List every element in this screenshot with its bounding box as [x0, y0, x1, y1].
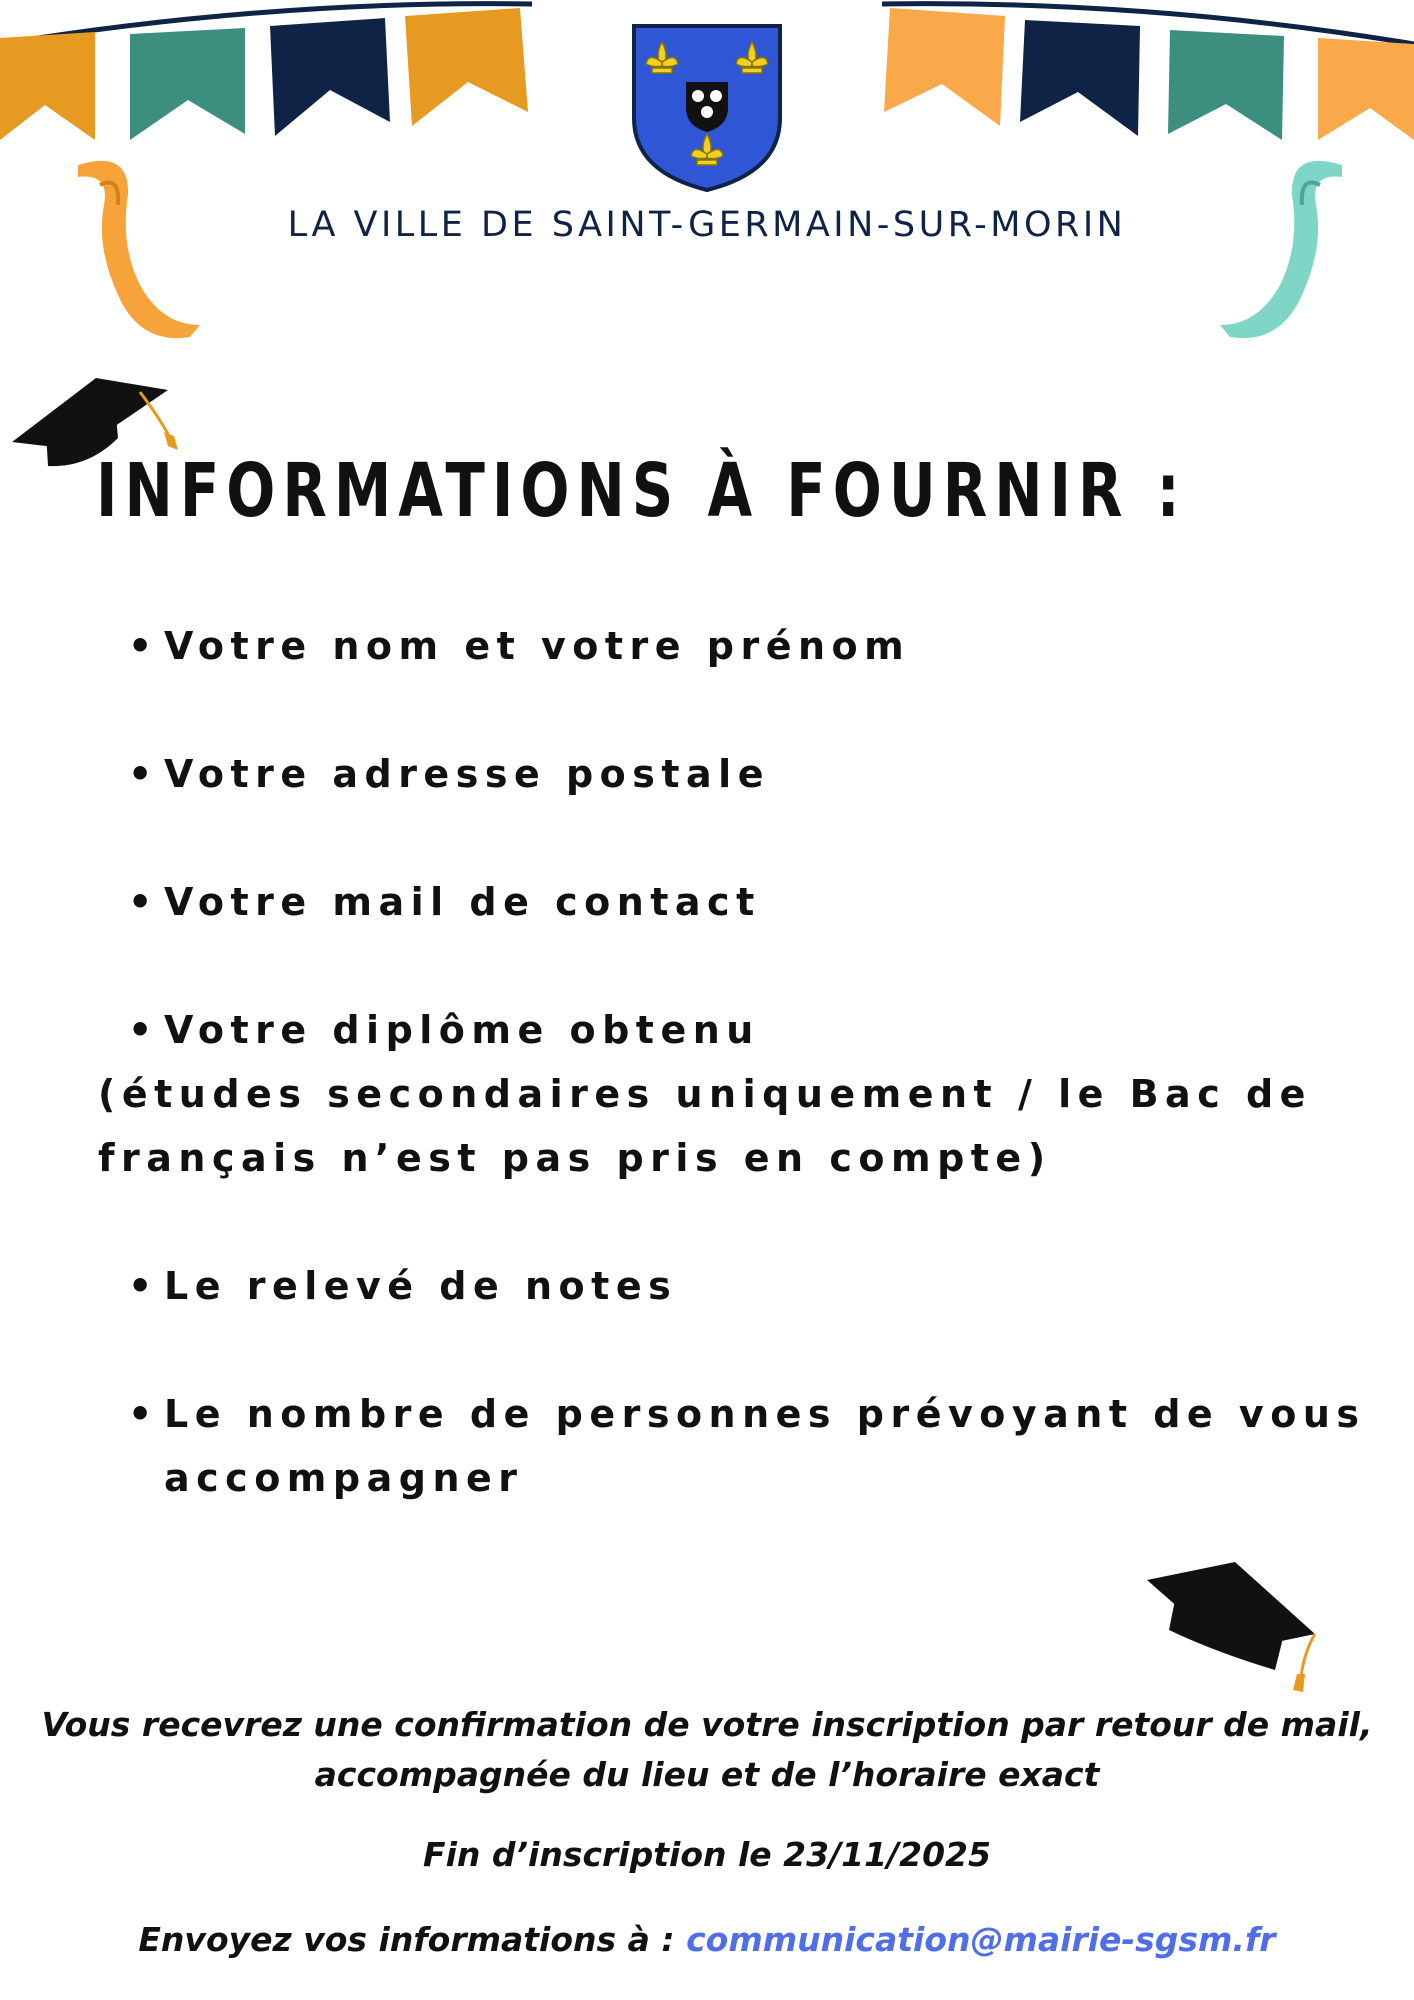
send-line [0, 1915, 1414, 1965]
bullet: • [128, 880, 159, 924]
bullet: • [128, 1392, 159, 1436]
list-item [128, 742, 770, 806]
list-item [128, 614, 910, 678]
bunting-right-decoration [880, 0, 1414, 150]
confirmation-text: accompagnée du lieu et de l’horaire exact [314, 1755, 1100, 1794]
bullet: • [128, 624, 159, 668]
ribbon-left-decoration [70, 155, 210, 345]
town-name: LA VILLE DE SAINT-GERMAIN-SUR-MORIN [287, 205, 1127, 245]
list-item-label: Votre adresse postale [164, 752, 770, 796]
graduation-cap-icon [1145, 1560, 1320, 1700]
diploma-note: (études secondaires uniquement / le Bac de [98, 1072, 1312, 1116]
list-item-label: Votre diplôme obtenu [164, 1008, 760, 1052]
coat-of-arms-icon [630, 22, 784, 194]
ribbon-right-decoration [1210, 155, 1350, 345]
list-item [128, 870, 761, 934]
list-item-label-continued: accompagner [164, 1456, 524, 1500]
bullet: • [128, 752, 159, 796]
bullet: • [128, 1264, 159, 1308]
list-item-label: Le nombre de personnes prévoyant de vous [164, 1392, 1366, 1436]
list-item-label: Le relevé de notes [164, 1264, 678, 1308]
list-item-label: Votre mail de contact [164, 880, 761, 924]
confirmation-text: Vous recevrez une confirmation de votre inscription par retour de mail, [41, 1705, 1373, 1744]
list-item [128, 1254, 677, 1318]
bunting-left-decoration [0, 0, 540, 150]
email-link[interactable]: communication@mairie-sgsm.fr [686, 1920, 1276, 1959]
page-title: INFORMATIONS À FOURNIR : [96, 448, 1187, 534]
list-item [128, 998, 760, 1062]
send-prefix: Envoyez vos informations à : [138, 1920, 687, 1959]
diploma-note: français n’est pas pris en compte) [98, 1136, 1052, 1180]
list-item-label: Votre nom et votre prénom [164, 624, 911, 668]
list-item [128, 1382, 1365, 1510]
bullet: • [128, 1008, 159, 1052]
deadline-text: Fin d’inscription le 23/11/2025 [423, 1835, 991, 1874]
